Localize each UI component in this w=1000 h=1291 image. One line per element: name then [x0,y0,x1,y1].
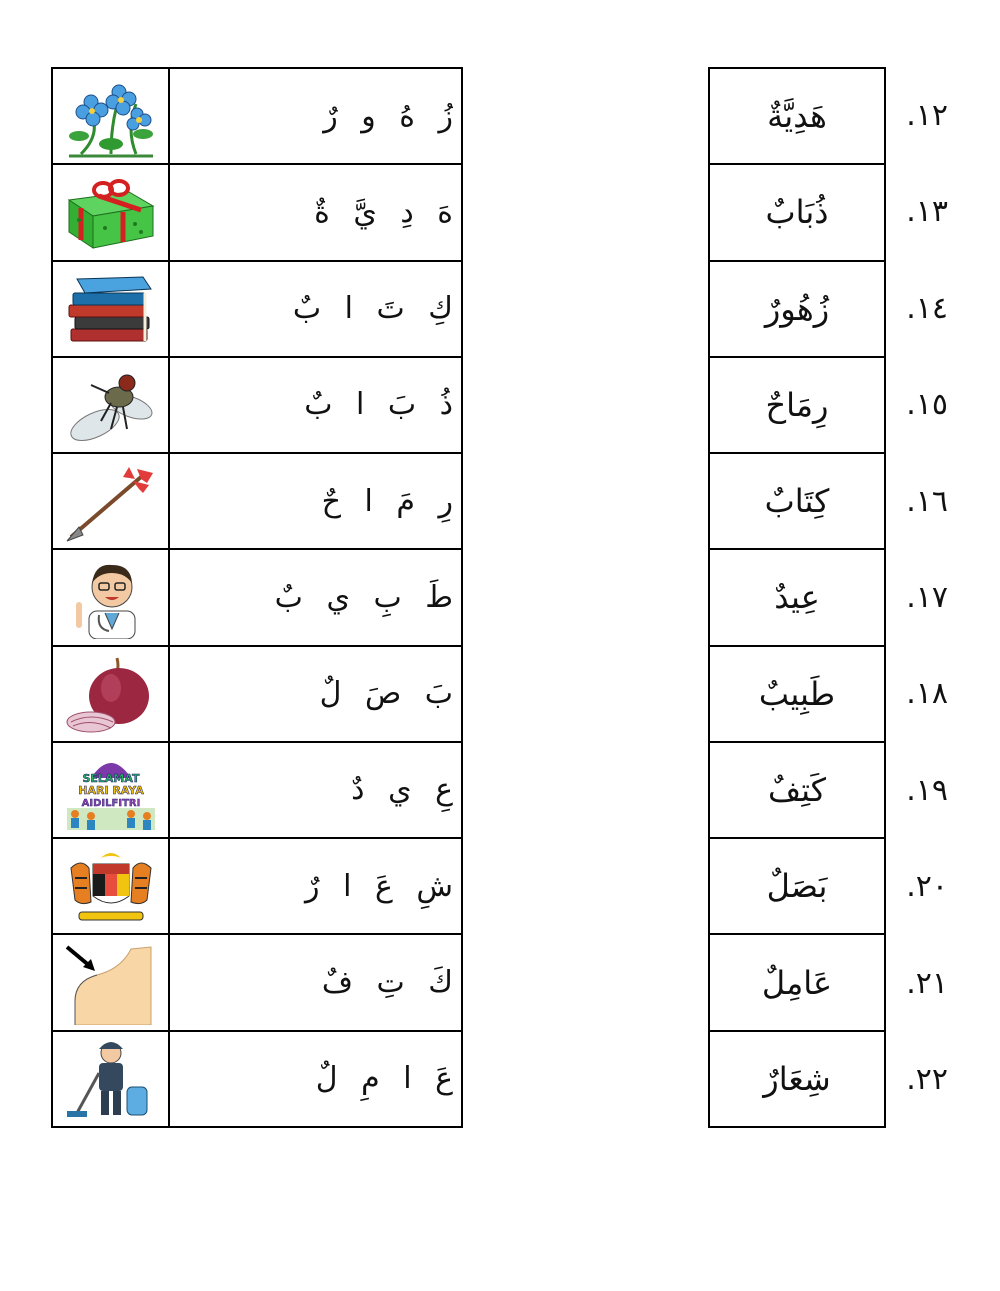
split-letters: بَ صَ لٌ [319,676,453,712]
picture-cell [53,262,170,356]
cleaner-worker-icon [61,1037,161,1121]
word-cell: هَدِيَّةٌ [710,69,884,165]
word-cell: طَبِيبٌ [710,647,884,743]
item-number: .٢٢ [906,1062,948,1098]
table-row [53,454,461,550]
arrow-spear-icon [61,459,161,543]
table-row [53,839,461,935]
item-number: .١٥ [906,387,948,423]
split-letters: عِ ي دٌ [351,772,453,808]
item-number: .١٩ [906,772,948,808]
picture-cell [53,935,170,1029]
hari-raya-line1: SELAMAT [81,771,140,785]
coat-of-arms-icon [61,844,161,928]
picture-cell [53,1032,170,1126]
words-table [708,67,886,1128]
table-row [53,647,461,743]
word-cell: عِيدٌ [710,550,884,646]
table-row [53,358,461,454]
word-cell: كِتَابٌ [710,454,884,550]
picture-cell [53,69,170,163]
letters-table [51,67,463,1128]
item-numbers [888,67,948,1128]
picture-cell [53,165,170,259]
table-row [53,69,461,165]
item-number: .١٦ [906,483,948,519]
split-letters: رِ مَ ا حٌ [321,483,453,519]
word-cell: زُهُورٌ [710,262,884,358]
item-number: .١٧ [906,579,948,615]
word-cell: بَصَلٌ [710,839,884,935]
table-row [53,743,461,839]
item-number: .١٣ [906,194,948,230]
split-letters: كَ تِ فٌ [321,965,453,1001]
word-cell: كَتِفٌ [710,743,884,839]
split-letters: كِ تَ ا بٌ [292,291,453,327]
table-row [53,550,461,646]
hari-raya-line3: AIDILFITRI [81,797,140,809]
doctor-icon [61,555,161,639]
table-row [53,262,461,358]
shoulder-icon [61,941,161,1025]
table-row [53,935,461,1031]
split-letters: شِ عَ ا رٌ [305,868,453,904]
table-row [53,1032,461,1126]
split-letters: زُ هُ و رٌ [323,98,453,134]
word-cell: عَامِلٌ [710,935,884,1031]
word-cell: شِعَارٌ [763,1059,831,1098]
item-number: .١٤ [906,290,948,326]
gift-box-icon [61,170,161,254]
item-number: .١٢ [906,97,948,133]
word-cell: رِمَاحٌ [710,358,884,454]
picture-cell [53,647,170,741]
split-letters: عَ ا مِ لٌ [315,1061,453,1097]
flowers-icon [61,74,161,158]
fly-icon [61,363,161,447]
word-cell: ذُبَابٌ [710,165,884,261]
picture-cell [53,839,170,933]
item-number: .٢٠ [906,869,948,905]
picture-cell [53,550,170,644]
hari-raya-line2: HARI RAYA [77,783,144,797]
item-number: .١٨ [906,676,948,712]
picture-cell [53,743,170,837]
picture-cell [53,358,170,452]
split-letters: طَ بِ ي بٌ [274,579,453,615]
item-number: .٢١ [906,965,948,1001]
split-letters: ذُ بَ ا بٌ [304,387,453,423]
picture-cell [53,454,170,548]
split-letters: هَ دِ يَّ ةٌ [314,194,453,230]
table-row [53,165,461,261]
onion-icon [61,652,161,736]
hari-raya-icon [61,748,161,832]
books-icon [61,267,161,351]
